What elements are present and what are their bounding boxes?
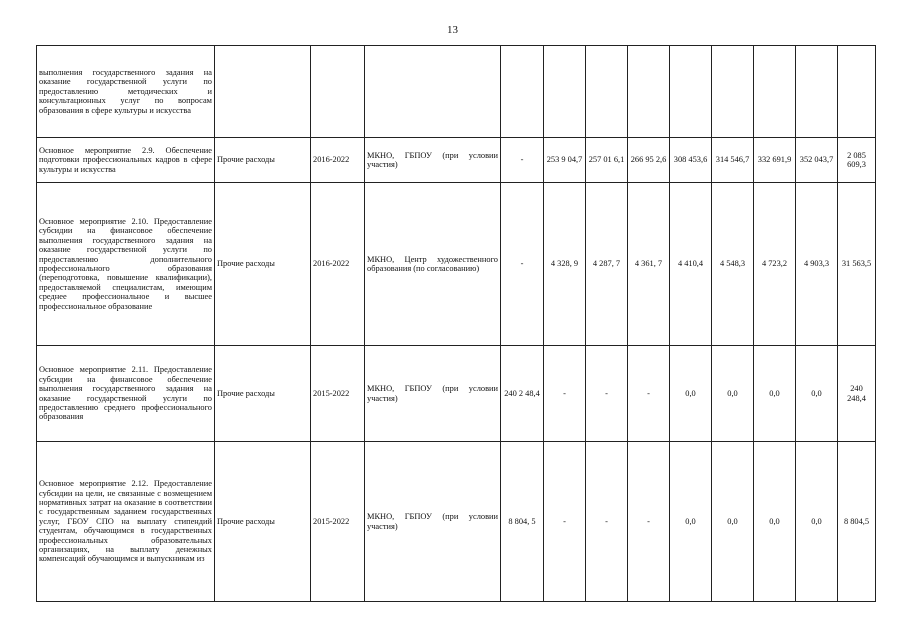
value-cell [501,46,544,138]
activity-name-cell: Основное мероприятие 2.11. Предоставление субсидии на финансовое обеспечение выполнения государственного задания на оказание государственной услуги по предоставлению среднего профессионального образования [37,346,215,442]
value-cell: 308 453,6 [670,138,712,183]
executor-cell [365,46,501,138]
table-row [37,46,876,138]
executor-cell: МКНО, ГБПОУ (при условии участия) [365,346,501,442]
table-row [37,183,876,346]
value-cell [754,46,796,138]
value-cell: 4 328, 9 [544,183,586,346]
value-cell [796,46,838,138]
budget-table [36,45,876,602]
executor-cell: МКНО, ГБПОУ (при условии участия) [365,138,501,183]
period-cell: 2016-2022 [311,183,365,346]
value-cell: 352 043,7 [796,138,838,183]
table-row [37,138,876,183]
value-cell [670,46,712,138]
expense-type-cell: Прочие расходы [215,138,311,183]
value-cell: - [628,442,670,602]
value-cell: - [628,346,670,442]
expense-type-cell: Прочие расходы [215,442,311,602]
total-cell: 240 248,4 [838,346,876,442]
value-cell: 0,0 [754,346,796,442]
executor-cell: МКНО, Центр художественного образования (по согласованию) [365,183,501,346]
value-cell: - [544,442,586,602]
value-cell [544,46,586,138]
value-cell: 0,0 [754,442,796,602]
value-cell: 266 95 2,6 [628,138,670,183]
expense-type-cell [215,46,311,138]
period-cell: 2015-2022 [311,442,365,602]
value-cell: 257 01 6,1 [586,138,628,183]
value-cell: - [586,346,628,442]
value-cell: 314 546,7 [712,138,754,183]
activity-name-cell: выполнения государственного задания на оказание государственной услуги по предоставлению методических и консультационных услуг по вопросам образования в сфере культуры и искусства [37,46,215,138]
table-row [37,442,876,602]
expense-type-cell: Прочие расходы [215,183,311,346]
total-cell: 2 085 609,3 [838,138,876,183]
value-cell [712,46,754,138]
value-cell [586,46,628,138]
value-cell: 0,0 [796,346,838,442]
value-cell: 253 9 04,7 [544,138,586,183]
value-cell: 4 361, 7 [628,183,670,346]
value-cell: 4 548,3 [712,183,754,346]
activity-name-cell: Основное мероприятие 2.10. Предоставление субсидии на финансовое обеспечение выполнения государственного задания на оказание государственной услуги по предоставлению дополнительного профессионального образования (переподготовка, повышение квалификации), предоставляемой специалистам, имеющим среднее профессиональное и высшее профессиональное образование [37,183,215,346]
value-cell: - [544,346,586,442]
total-cell: 31 563,5 [838,183,876,346]
executor-cell: МКНО, ГБПОУ (при условии участия) [365,442,501,602]
value-cell: 0,0 [712,442,754,602]
table-row [37,346,876,442]
value-cell: 8 804, 5 [501,442,544,602]
value-cell: 4 410,4 [670,183,712,346]
period-cell: 2015-2022 [311,346,365,442]
value-cell: - [501,138,544,183]
value-cell [628,46,670,138]
activity-name-cell: Основное мероприятие 2.12. Предоставление субсидии на цели, не связанные с возмещением нормативных затрат на оказание в соответствии с государственным заданием государственных услуг, ГБОУ СПО на выплату стипендий студентам, обучающимся в государственных профессиональных образовательных организациях, на выплату денежных компенсаций обучающимся и выпускникам из [37,442,215,602]
total-cell [838,46,876,138]
total-cell: 8 804,5 [838,442,876,602]
value-cell: 332 691,9 [754,138,796,183]
value-cell: 4 903,3 [796,183,838,346]
value-cell: 0,0 [712,346,754,442]
expense-type-cell: Прочие расходы [215,346,311,442]
value-cell: 0,0 [670,346,712,442]
value-cell: 4 723,2 [754,183,796,346]
activity-name-cell: Основное мероприятие 2.9. Обеспечение подготовки профессиональных кадров в сфере культуры и искусства [37,138,215,183]
value-cell: 0,0 [670,442,712,602]
value-cell: 4 287, 7 [586,183,628,346]
value-cell: - [586,442,628,602]
period-cell [311,46,365,138]
value-cell: - [501,183,544,346]
page-number: 13 [447,24,458,36]
value-cell: 240 2 48,4 [501,346,544,442]
period-cell: 2016-2022 [311,138,365,183]
value-cell: 0,0 [796,442,838,602]
